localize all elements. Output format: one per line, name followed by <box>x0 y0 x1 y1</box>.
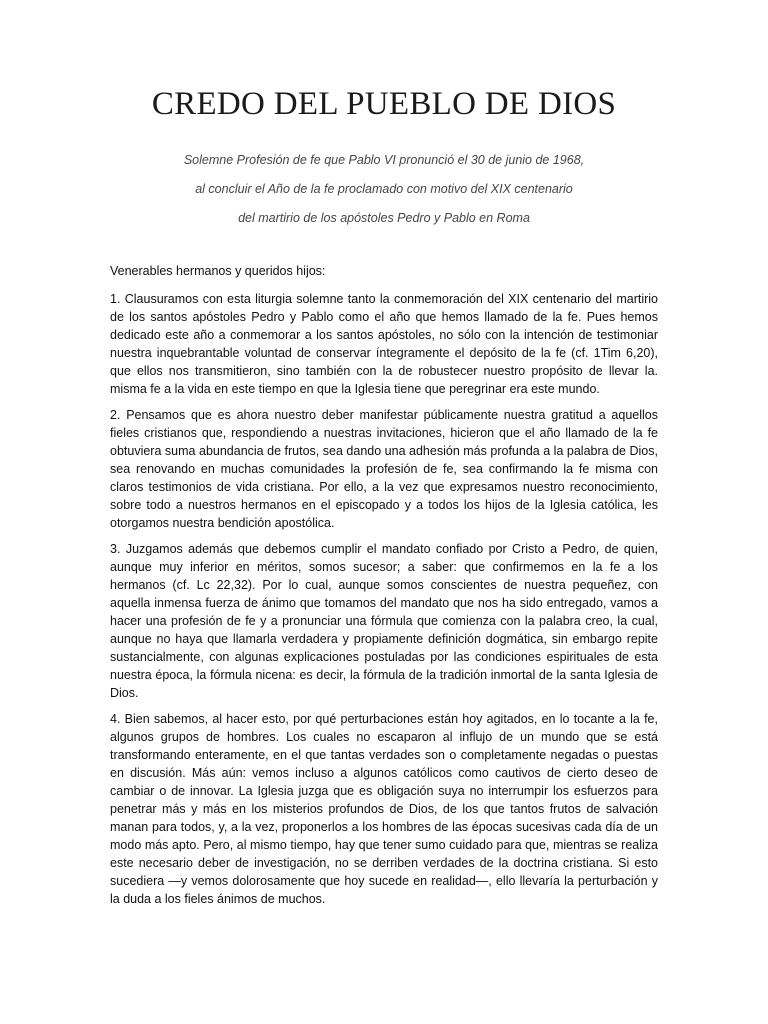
document-body <box>110 262 658 916</box>
paragraph-3: 3. Juzgamos además que debemos cumplir el mandato confiado por Cristo a Pedro, de quien, aunque muy inferior en méritos, somos sucesor; a saber: que confirmemos en la fe a los hermanos (cf. Lc 22,32). Por lo cual, aunque somos conscientes de nuestra pequeñez, con aquella inmensa fuerza de ánimo que tomamos del mandato que nos ha sido entregado, vamos a hacer una profesión de fe y a pronunciar una fórmula que comienza con la palabra creo, la cual, aunque no haya que llamarla verdadera y propiamente definición dogmática, sin embargo repite sustancialmente, con algunas explicaciones postuladas por las condiciones espirituales de esta nuestra época, la fórmula nicena: es decir, la fórmula de la tradición inmortal de la santa Iglesia de Dios. <box>110 542 658 700</box>
document-subtitle <box>0 150 768 237</box>
document-title: CREDO DEL PUEBLO DE DIOS <box>151 86 617 122</box>
paragraph-2: 2. Pensamos que es ahora nuestro deber manifestar públicamente nuestra gratitud a aquellos fieles cristianos que, respondiendo a nuestras invitaciones, hicieron que el año llamado de la fe obtuviera suma abundancia de frutos, sea dando una adhesión más profunda a la palabra de Dios, sea renovando en muchas comunidades la profesión de fe, sea confirmando la fe misma con claros testimonios de vida cristiana. Por ello, a la vez que expresamos nuestro reconocimiento, sobre todo a nuestros hermanos en el episcopado y a todos los hijos de la Iglesia católica, les otorgamos nuestra bendición apostólica. <box>110 408 658 530</box>
subtitle-line: del martirio de los apóstoles Pedro y Pablo en Roma <box>238 211 530 225</box>
salutation: Venerables hermanos y queridos hijos: <box>110 264 326 278</box>
subtitle-line: al concluir el Año de la fe proclamado con motivo del XIX centenario <box>195 182 573 196</box>
subtitle-line: Solemne Profesión de fe que Pablo VI pronunció el 30 de junio de 1968, <box>183 153 585 167</box>
paragraph-4: 4. Bien sabemos, al hacer esto, por qué perturbaciones están hoy agitados, en lo tocante a la fe, algunos grupos de hombres. Los cuales no escaparon al influjo de un mundo que se está transformando enteramente, en el que tantas verdades son o completamente negadas o puestas en discusión. Más aún: vemos incluso a algunos católicos como cautivos de cierto deseo de cambiar o de innovar. La Iglesia juzga que es obligación suya no interrumpir los esfuerzos para penetrar más y más en los misterios profundos de Dios, de los que tantos frutos de salvación manan para todos, y, a la vez, proponerlos a los hombres de las épocas sucesivas cada día de un modo más apto. Pero, al mismo tiempo, hay que tener sumo cuidado para que, mientras se realiza este necesario deber de investigación, no se derriben verdades de la doctrina cristiana. Si esto sucediera —y vemos dolorosamente que hoy sucede en realidad—, ello llevaría la perturbación y la duda a los fieles ánimos de muchos. <box>110 712 658 906</box>
paragraph-1: 1. Clausuramos con esta liturgia solemne tanto la conmemoración del XIX centenario del martirio de los santos apóstoles Pedro y Pablo como el año que hemos llamado de la fe. Pues hemos dedicado este año a conmemorar a los santos apóstoles, no sólo con la intención de testimoniar nuestra inquebrantable voluntad de conservar íntegramente el depósito de la fe (cf. 1Tim 6,20), que ellos nos transmitieron, sino también con la de robustecer nuestro propósito de llevar la. misma fe a la vida en este tiempo en que la Iglesia tiene que peregrinar era este mundo. <box>110 292 658 396</box>
